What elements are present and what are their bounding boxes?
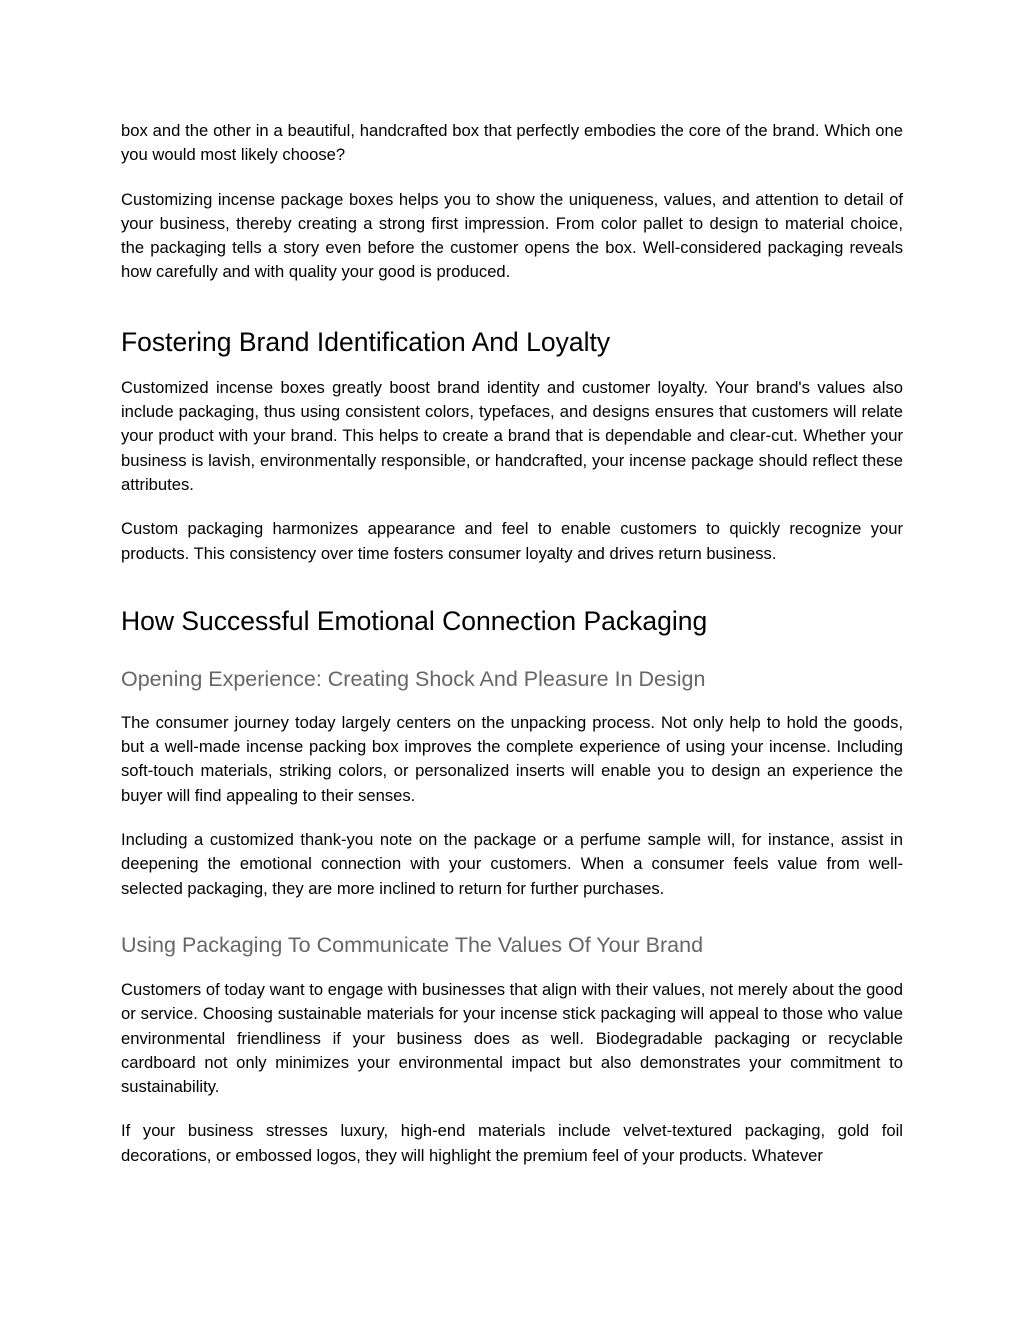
intro-paragraph-1: box and the other in a beautiful, handcrafted box that perfectly embodies the core of the brand. Which one you would most likely choose?	[121, 121, 903, 165]
section-heading-emotional-connection: How Successful Emotional Connection Packaging	[121, 605, 708, 636]
section1-paragraph-2: Custom packaging harmonizes appearance and feel to enable customers to quickly recognize your products. This consistency over time fosters consumer loyalty and drives return business.	[121, 519, 903, 563]
subsection1-paragraph-2: Including a customized thank-you note on the package or a perfume sample will, for instance, assist in deepening the emotional connection with your customers. When a consumer feels value from well-selected packaging, they are more inclined to return for further purchases.	[121, 830, 903, 898]
section-heading-brand-identification: Fostering Brand Identification And Loyalty	[121, 326, 611, 357]
subsection1-paragraph-1: The consumer journey today largely centers on the unpacking process. Not only help to hold the goods, but a well-made incense packing box improves the complete experience of using your incense. Including soft-touch materials, striking colors, or personalized inserts will enable you to design an experience the buyer will find appealing to their senses.	[121, 712, 903, 805]
subsection2-paragraph-2: If your business stresses luxury, high-end materials include velvet-textured packaging, gold foil decorations, or embossed logos, they will highlight the premium feel of your products. Whatever	[121, 1121, 903, 1165]
intro-paragraph-2: Customizing incense package boxes helps you to show the uniqueness, values, and attention to detail of your business, thereby creating a strong first impression. From color pallet to design to material choice, the packaging tells a story even before the customer opens the box. Well-considered packaging reveals how carefully and with quality your good is produced.	[121, 189, 903, 282]
subsection-heading-brand-values: Using Packaging To Communicate The Values Of Your Brand	[121, 932, 704, 957]
subsection-heading-opening-experience: Opening Experience: Creating Shock And Pleasure In Design	[121, 666, 706, 691]
section1-paragraph-1: Customized incense boxes greatly boost brand identity and customer loyalty. Your brand's values also include packaging, thus using consistent colors, typefaces, and designs ensures that customers will relate your product with your brand. This helps to create a brand that is dependable and clear-cut. Whether your business is lavish, environmentally responsible, or handcrafted, your incense package should reflect these attributes.	[121, 377, 903, 494]
subsection2-paragraph-1: Customers of today want to engage with businesses that align with their values, not merely about the good or service. Choosing sustainable materials for your incense stick packaging will appeal to those who value environmental friendliness if your business does as well. Biodegradable packaging or recyclable cardboard not only minimizes your environmental impact but also demonstrates your commitment to sustainability.	[121, 979, 903, 1097]
document-page	[121, 119, 903, 1168]
